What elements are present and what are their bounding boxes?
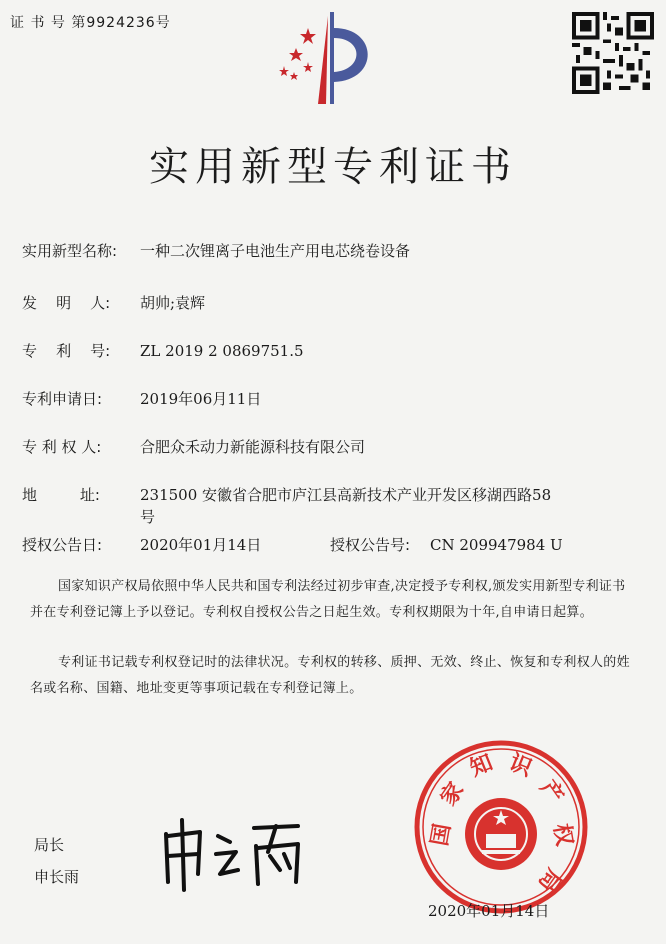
field-value: 2020年01月14日 (140, 536, 262, 554)
patent-office-logo-icon (268, 8, 388, 108)
certificate-number: 证 书 号 第9924236号 (10, 15, 171, 31)
field-grant-date (22, 534, 580, 556)
svg-text:权: 权 (548, 821, 577, 848)
official-seal-icon (412, 738, 590, 916)
field-label: 实用新型名称: (22, 242, 118, 260)
signature-icon (158, 812, 308, 892)
svg-text:知: 知 (466, 750, 497, 782)
svg-text:产: 产 (534, 776, 568, 809)
field-patentee (22, 436, 610, 458)
field-label: 专 利 权 人: (22, 438, 102, 456)
page-title: 实用新型专利证书 (149, 144, 517, 190)
field-application-date (22, 388, 610, 410)
seal-date: 2020年01月14日 (428, 902, 550, 920)
field-value: 胡帅;袁辉 (140, 294, 206, 312)
field-label: 专 利 号: (22, 342, 111, 360)
field-label: 专利申请日: (22, 390, 103, 408)
field-utility-name (22, 240, 610, 262)
paragraph-grant (30, 574, 636, 626)
qr-code-icon (572, 12, 654, 94)
field-address (22, 484, 560, 528)
field-label: 发 明 人: (22, 294, 111, 312)
director-name: 申长雨 (34, 868, 80, 886)
svg-text:家: 家 (436, 778, 470, 811)
paragraph-legal-status (30, 650, 636, 702)
field-value: 2019年06月11日 (140, 390, 262, 408)
field-value: 一种二次锂离子电池生产用电芯绕卷设备 (140, 242, 411, 260)
paragraph-text: 专利证书记载专利权登记时的法律状况。专利权的转移、质押、无效、终止、恢复和专利权人的姓名或名称、国籍、地址变更等事项记载在专利登记簿上。 (30, 655, 630, 696)
field-label: 地 址: (22, 486, 100, 504)
svg-text:局: 局 (532, 863, 566, 896)
announcement-value: CN 209947984 U (430, 536, 563, 554)
field-value: 合肥众禾动力新能源科技有限公司 (140, 438, 366, 456)
field-label: 授权公告日: (22, 536, 103, 554)
announcement-label: 授权公告号: (330, 536, 411, 554)
svg-text:识: 识 (505, 750, 536, 782)
field-value: 231500 安徽省合肥市庐江县高新技术产业开发区移湖西路58号 (140, 486, 552, 526)
field-patent-number (22, 340, 610, 362)
field-inventor (22, 292, 610, 314)
field-value: ZL 2019 2 0869751.5 (140, 342, 304, 360)
svg-text:国: 国 (427, 821, 456, 848)
director-title: 局长 (34, 836, 65, 854)
paragraph-text: 国家知识产权局依照中华人民共和国专利法经过初步审查,决定授予专利权,颁发实用新型专利证书并在专利登记簿上予以登记。专利权自授权公告之日起生效。专利权期限为十年,自申请日起算。 (30, 579, 626, 620)
